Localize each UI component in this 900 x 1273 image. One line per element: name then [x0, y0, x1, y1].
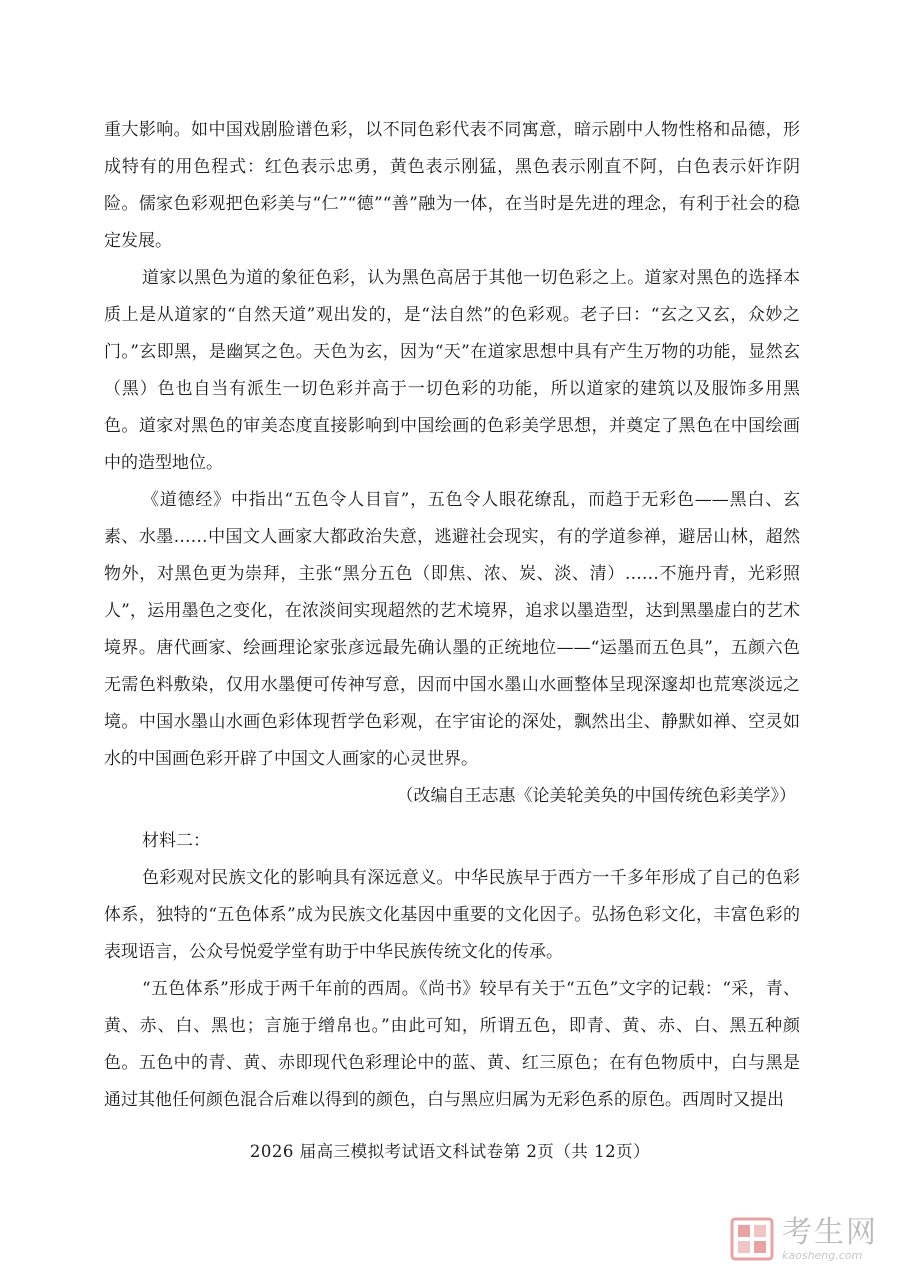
paragraph-daoist-black: 道家以黑色为道的象征色彩，认为黑色高居于其他一切色彩之上。道家对黑色的选择本质上是从道家的“自然天道”观出发的，是“法自然”的色彩观。老子曰：“玄之又玄，众妙之门。”玄即黑，是幽冥之色。天色为玄，因为“天”在道家思想中具有产生万物的功能，显然玄（黑）色也自当有派生一切色彩并高于一切色彩的功能，所以道家的建筑以及服饰多用黑色。道家对黑色的审美态度直接影响到中国绘画的色彩美学思想，并奠定了黑色在中国绘画中的造型地位。 — [104, 268, 800, 473]
paragraph-confucian-colors: 重大影响。如中国戏剧脸谱色彩，以不同色彩代表不同寓意，暗示剧中人物性格和品德，形成特有的用色程式：红色表示忠勇，黄色表示刚猛，黑色表示刚直不阿，白色表示奸诈阴险。儒家色彩观把色彩美与“仁”“德”“善”融为一体，在当时是先进的理念，有利于社会的稳定发展。 — [104, 120, 800, 251]
watermark-name: 考生网 — [782, 1214, 878, 1250]
material-two-heading: 材料二： — [142, 831, 210, 851]
paragraph-five-colors: “五色体系”形成于两千年前的西周。《尚书》较早有关于“五色”文字的记载：“采，青、黄、赤、白、黑也；言施于缯帛也。”由此可知，所谓五色，即青、黄、赤、白、黑五种颜色。五色中的青、黄、赤即现代色彩理论中的蓝、黄、红三原色；在有色物质中，白与黑是通过其他任何颜色混合后难以得到的颜色，白与黑应归属为无彩色系的原色。西周时又提出 — [104, 979, 800, 1110]
paragraph-color-culture: 色彩观对民族文化的影响具有深远意义。中华民族早于西方一千多年形成了自己的色彩体系，独特的“五色体系”成为民族文化基因中重要的文化因子。弘扬色彩文化，丰富色彩的表现语言，公众号悦爱学堂有助于中华民族传统文化的传承。 — [104, 868, 800, 962]
document-body — [104, 112, 800, 1119]
source-citation: （改编自王志惠《论美轮美奂的中国传统色彩美学》） — [396, 786, 796, 806]
watermark — [730, 1214, 878, 1262]
watermark-url: kaosheng.com — [782, 1248, 863, 1262]
page-footer: 2026 届高三模拟考试语文科试卷第 2页（共 12页） — [249, 1142, 651, 1161]
kaosheng-logo-icon — [730, 1217, 774, 1261]
paragraph-ink-painting: 《道德经》中指出“五色令人目盲”，五色令人眼花缭乱，而趋于无彩色——黑白、玄素、水墨……中国文人画家大都政治失意，逃避社会现实，有的学道参禅，避居山林，超然物外，对黑色更为崇拜，主张“黑分五色（即焦、浓、炭、淡、清）……不施丹青，光彩照人”，运用墨色之变化，在浓淡间实现超然的艺术境界，追求以墨造型，达到黑墨虚白的艺术境界。唐代画家、绘画理论家张彦远最先确认墨的正统地位——“运墨而五色具”，五颜六色无需色料敷染，仅用水墨便可传神写意，因而中国水墨山水画整体呈现深邃却也荒寒淡远之境。中国水墨山水画色彩体现哲学色彩观，在宇宙论的深处，飘然出尘、静默如禅、空灵如水的中国画色彩开辟了中国文人画家的心灵世界。 — [104, 490, 800, 769]
